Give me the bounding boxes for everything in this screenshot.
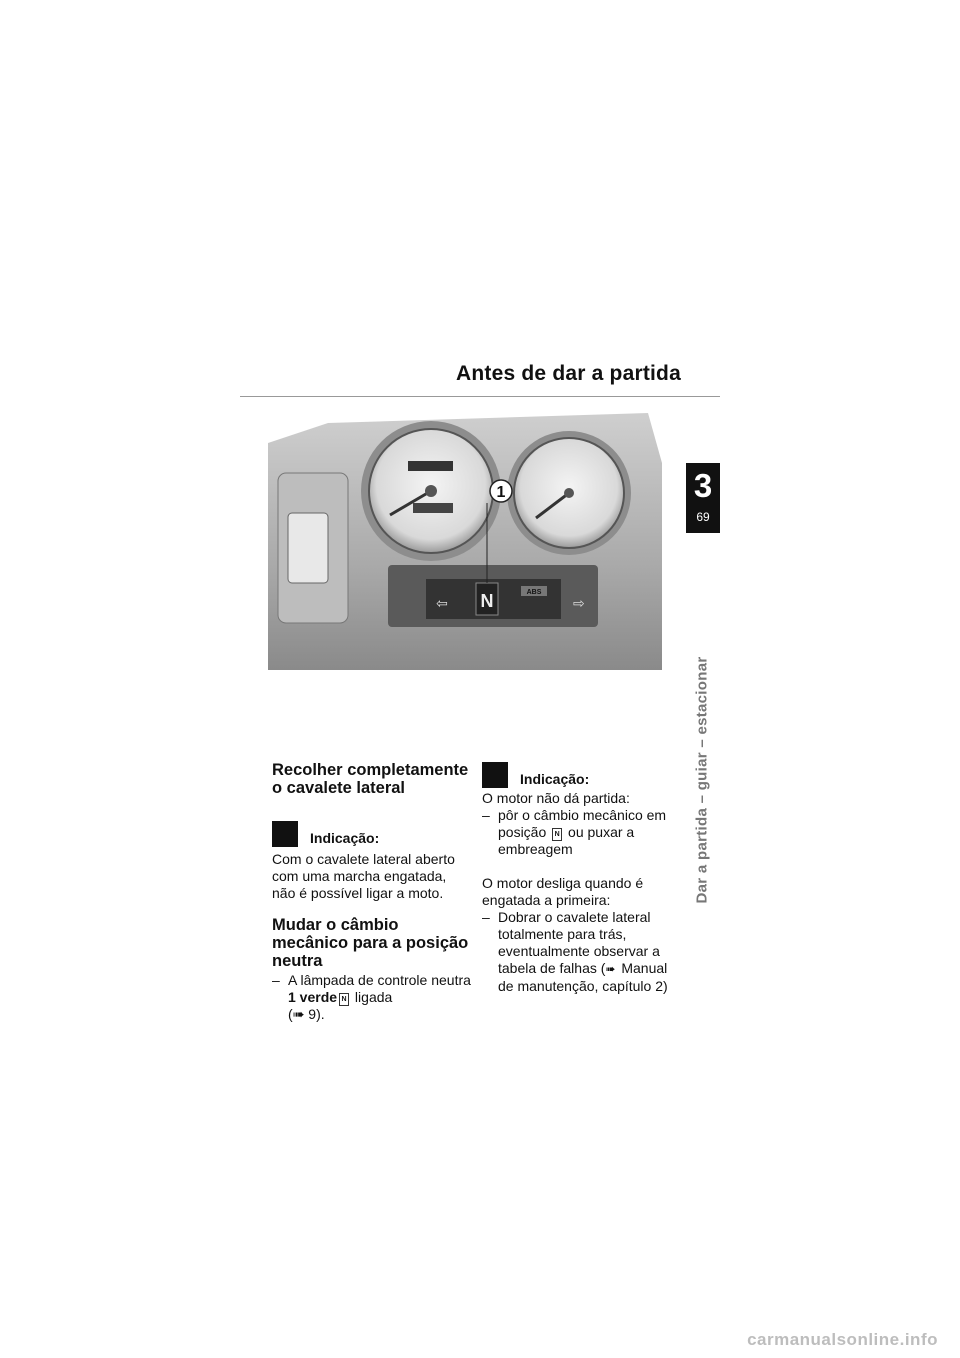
page-title: Antes de dar a partida [456,362,681,385]
note-block [482,762,682,788]
list-item [482,909,682,995]
paragraph: O motor não dá partida: [482,790,630,806]
list-item-bold: 1 verde [288,989,338,1005]
watermark: carmanualsonline.info [747,1330,938,1349]
abs-indicator: ABS [526,589,542,596]
paragraph: O motor desliga quando é engatada a primeira: [482,875,644,908]
chapter-tab [686,463,720,533]
note-text: Com o cavalete lateral aberto com uma marcha engatada, não é possível ligar a moto. [272,851,455,901]
neutral-glyph-icon: N [339,993,349,1006]
neutral-indicator: N [480,591,494,611]
note-icon [272,821,298,847]
note-block [272,821,472,847]
left-column [272,761,472,1023]
section-title-side-stand: Recolher completamente o cavalete lateral [272,761,469,797]
section-title-neutral: Mudar o câmbio mecânico para a posição neutra [272,916,469,970]
right-turn-icon: ⇨ [573,596,585,612]
header-rule [240,396,720,397]
list-dash: – [272,972,280,988]
list-item-text-2: ligada [351,989,393,1005]
right-column [482,762,682,995]
side-chapter-label [692,545,712,1015]
list-item-text: pôr o câmbio mecânico em posição [498,807,667,840]
list-item-text: Dobrar o cavalete lateral totalmente para trás, eventualmente observar a tabela de falhas ( [498,909,660,976]
neutral-glyph-icon: N [552,828,562,841]
note-heading: Indicação: [520,771,590,787]
list-item [482,807,682,858]
page-number: 69 [696,510,710,524]
page-reference: (➠ 9). [288,1006,325,1022]
list-dash: – [482,909,490,925]
reference-arrow-icon: ➠ [605,962,616,976]
note-icon [482,762,508,788]
list-item-text-2: Manual de manutenção, capítulo 2) [498,960,668,994]
list-item [272,972,472,1023]
left-turn-icon: ⇦ [436,596,448,612]
note-heading: Indicação: [310,830,380,846]
instrument-cluster-photo [268,403,662,670]
chapter-number: 3 [693,467,713,504]
list-item-text-2: ou puxar a embreagem [498,824,635,857]
list-item-text: A lâmpada de controle neutra [288,972,471,988]
side-chapter-label-text: Dar a partida – guiar – estacionar [693,656,711,904]
callout-label: 1 [496,484,506,501]
list-dash: – [482,807,490,823]
